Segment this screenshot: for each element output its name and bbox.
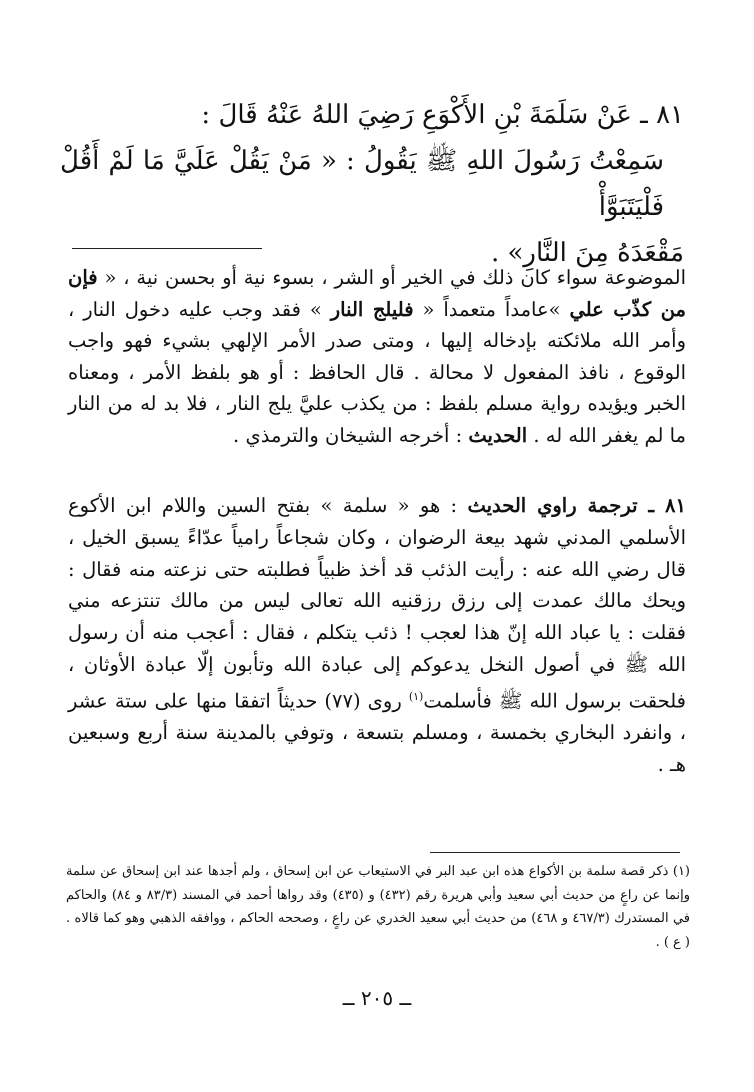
commentary-bold-3: الحديث [468,423,528,447]
biography-heading: ٨١ ـ ترجمة راوي الحديث [467,494,686,517]
narrator-biography [68,490,686,781]
separator-rule [72,248,262,249]
commentary-bold-1: فإن من كذّب علي [68,266,686,321]
footnote-text: (١) ذكر قصة سلمة بن الأكواع هذه ابن عبد البر في الاستيعاب عن ابن إسحاق ، ولم أجدها عند ابن إسحاق عن سلمة وإنما عن راعٍ من حديث أبي سعيد وأبي هريرة رقم (٤٣٢) و (٤٣٥) وقد رواها أحمد في المسند (٨٣/٣ و ٨٤) والحاكم في المستدرك (٤٦٧/٣ و ٤٦٨) من حديث أبي سعيد الخدري عن راعٍ ، وصححه الحاكم ، ووافقه الذهبي وهو كما قالاه . ( ع ) . [66,864,691,950]
biography-text-b: روى (٧٧) حديثاً اتفقا منها على ستة عشر ، وانفرد البخاري بخمسة ، ومسلم بتسعة ، وتوفي بالمدينة سنة أربع وسبعين هـ . [68,689,686,776]
page-number: ــ ٢٠٥ ــ [342,986,412,1010]
biography-text-a: : هو « سلمة » بفتح السين واللام ابن الأكوع الأسلمي المدني شهد بيعة الرضوان ، وكان شجاعاً رامياً عدّاءً يسبق الخيل ، قال رضي الله عنه : رأيت الذئب قد أخذ ظبياً فطلبته حتى نزعته منه فقال : ويحك مالك عمدت إلى رزق رزقنيه الله تعالى ليس من مالك تنتزعه مني فقلت : يا عباد الله إنّ هذا لعجب ! ذئب يتكلم ، فقال : أعجب منه أن رسول الله ﷺ في أصول النخل يدعوكم إلى عبادة الله وتأبون إلّا عبادة الأوثان ، فلحقت برسول الله ﷺ فأسلمت [68,494,686,713]
commentary-text-d: : أخرجه الشيخان والترمذي . [233,423,463,447]
commentary-text-c: » فقد وجب عليه دخول النار ، وأمر الله ملائكته بإدخاله إليها ، ومتى صدر الأمر الإلهي بشيء فهو واجب الوقوع ، نافذ المفعول لا محالة . قال الحافظ : أو هو بلفظ الأمر ، ومعناه الخبر ويؤيده رواية مسلم بلفظ : من يكذب عليَّ يلج النار ، فلا بد له من النار ما لم يغفر الله له . [68,297,686,447]
commentary-paragraph [68,262,686,451]
biography-paragraph [68,490,686,781]
footnote-reference: (١) [408,689,424,703]
hadith-line-3: مَقْعَدَهُ مِنَ النَّارِ» . [490,238,684,268]
footnote [66,860,690,954]
commentary-text-a: الموضوعة سواء كان ذلك في الخير أو الشر ، بسوء نية أو بحسن نية ، « [104,266,686,289]
commentary-text-b: »عامداً متعمداً « [422,297,561,321]
commentary-bold-2: فليلج النار [330,297,414,321]
hadith-line-2: سَمِعْتُ رَسُولَ اللهِ ﷺ يَقُولُ : « مَنْ يَقُلْ عَلَيَّ مَا لَمْ أَقُلْ فَلْيَتَبَوَّأْ [60,146,664,222]
commentary-section [68,262,686,451]
hadith-line-1: ٨١ ـ عَنْ سَلَمَةَ بْنِ الأَكْوَعِ رَضِيَ اللهُ عَنْهُ قَالَ : [201,100,684,130]
footnote-rule [430,852,680,853]
